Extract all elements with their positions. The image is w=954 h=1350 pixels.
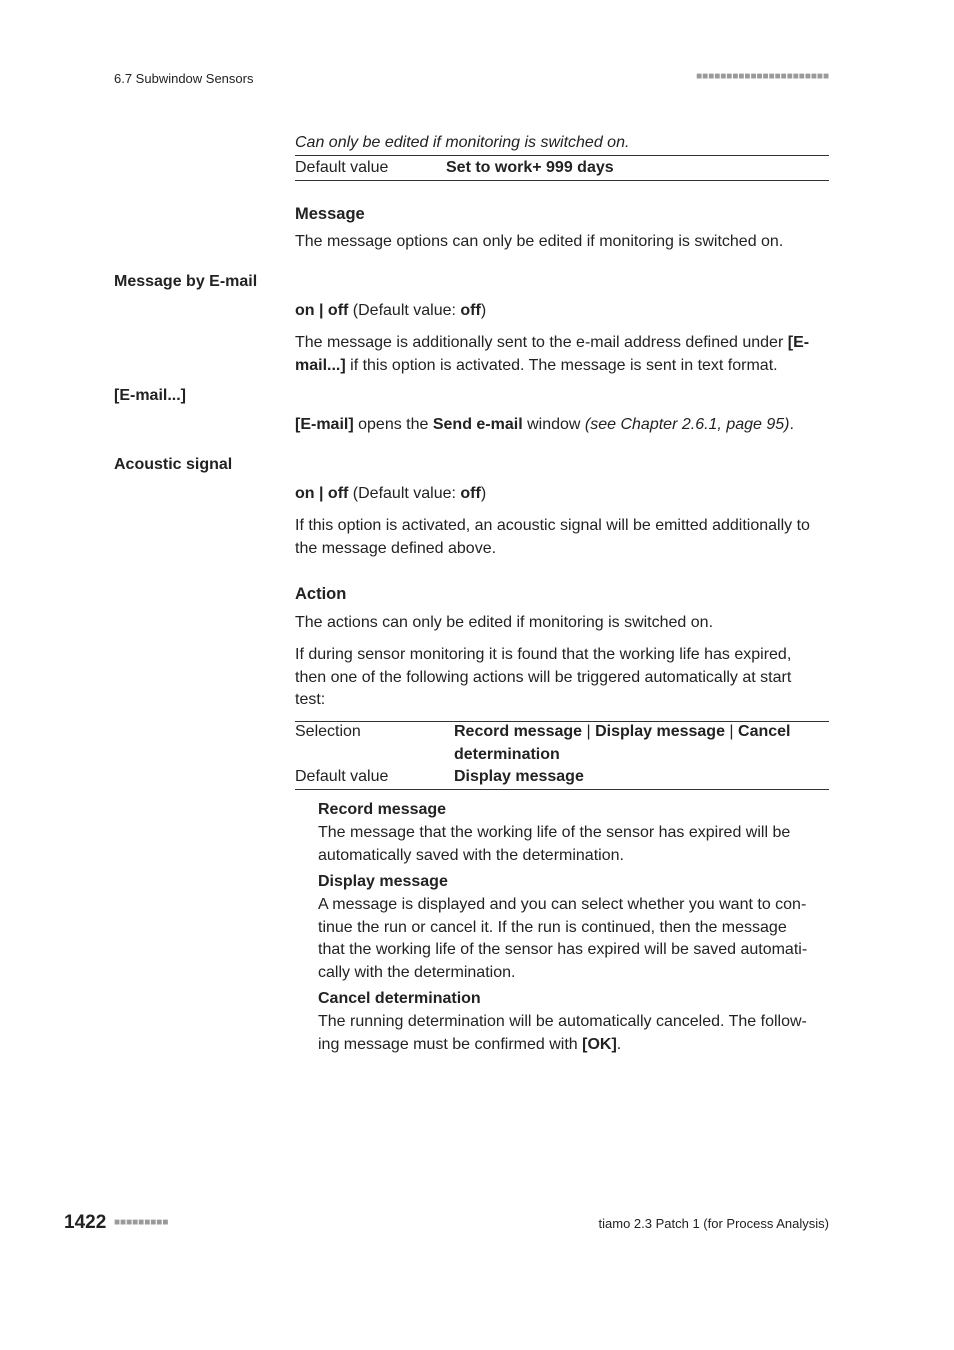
email-button-description (295, 414, 829, 437)
ok-button-ref: [OK] (582, 1035, 617, 1053)
action-description-1: The actions can only be edited if monitoring is switched on. (295, 614, 714, 631)
footer-marker: ■■■■■■■■■ (114, 1217, 169, 1228)
action-table-rule-bottom (295, 789, 829, 790)
expiry-note: Can only be edited if monitoring is switched on. (295, 134, 630, 151)
selection-option-display: Display message (595, 723, 725, 740)
email-desc-bold-a: [E- (787, 334, 810, 351)
email-option-default-value: off (460, 302, 481, 319)
email-desc-text-2: if this option is activated. The message is sent in text format. (345, 356, 778, 374)
acoustic-default-value: off (460, 485, 481, 502)
acoustic-signal-description (295, 515, 829, 560)
message-heading: Message (295, 205, 365, 223)
acoustic-default-prefix: (Default value: (352, 485, 461, 502)
acoustic-desc-line-2: the message defined above. (295, 539, 497, 557)
page-number: 1422 (64, 1212, 107, 1233)
record-line-1: The message that the working life of the sensor has expired will be (318, 824, 791, 841)
action-selection-values (454, 721, 829, 766)
running-header-section: 6.7 Subwindow Sensors (114, 71, 254, 86)
acoustic-choices: on | off (295, 485, 349, 502)
expiry-default-label: Default value (295, 159, 389, 176)
record-line-2: automatically saved with the determination. (318, 846, 624, 864)
cancel-line-2-end: . (616, 1035, 622, 1053)
email-option-choices: on | off (295, 302, 349, 319)
expiry-default-value: Set to work+ 999 days (446, 159, 614, 176)
email-button-text-2: window (522, 416, 585, 433)
chapter-cross-reference[interactable]: (see Chapter 2.6.1, page 95) (584, 416, 790, 433)
selection-option-cancel-a: Cancel (738, 723, 791, 740)
message-description: The message options can only be edited if monitoring is switched on. (295, 233, 784, 250)
cancel-line-2-text: ing message must be confirmed with (318, 1035, 583, 1053)
cancel-determination-title: Cancel determination (318, 990, 481, 1007)
email-desc-text-1: The message is additionally sent to the e-mail address defined under (295, 334, 788, 351)
display-line-2: tinue the run or cancel it. If the run is continued, then the message (318, 918, 787, 936)
acoustic-desc-line-1: If this option is activated, an acoustic signal will be emitted additionally to (295, 517, 810, 534)
email-option-default-suffix: ) (480, 302, 487, 319)
email-button-text-1: opens the (353, 416, 433, 433)
display-line-4: cally with the determination. (318, 963, 516, 981)
selection-option-cancel-b: determination (454, 745, 560, 763)
selection-separator-1: | (582, 723, 596, 740)
action-default-value: Display message (454, 768, 584, 785)
email-option-description (295, 332, 829, 377)
email-option-label: Message by E-mail (114, 273, 258, 290)
table-rule-top (295, 155, 829, 156)
cancel-line-1: The running determination will be automatically canceled. The follow- (318, 1013, 807, 1030)
email-option-values (295, 300, 829, 323)
record-message-description (318, 822, 829, 867)
action-desc-line-3: test: (295, 691, 326, 708)
table-rule-bottom (295, 180, 829, 181)
selection-separator-2: | (724, 723, 739, 740)
acoustic-signal-label: Acoustic signal (114, 456, 233, 473)
action-desc-line-2: then one of the following actions will be triggered automatically at start (295, 668, 792, 686)
cancel-determination-description (318, 1011, 829, 1056)
display-line-3: that the working life of the sensor has expired will be saved automati- (318, 941, 808, 958)
running-header-marker: ■■■■■■■■■■■■■■■■■■■■■■ (696, 71, 829, 82)
email-button-label: [E-mail...] (114, 387, 187, 404)
action-description-2 (295, 644, 829, 712)
record-message-title: Record message (318, 801, 447, 818)
display-message-description (318, 894, 829, 984)
email-button-ref: [E-mail] (295, 416, 354, 433)
selection-option-record: Record message (454, 723, 583, 740)
email-desc-bold-b: mail...] (295, 356, 346, 374)
footer-product: tiamo 2.3 Patch 1 (for Process Analysis) (598, 1216, 829, 1231)
action-desc-line-1: If during sensor monitoring it is found that the working life has expired, (295, 646, 792, 663)
display-line-1: A message is displayed and you can select whether you want to con- (318, 896, 807, 913)
action-selection-label: Selection (295, 723, 361, 740)
action-default-label: Default value (295, 768, 389, 785)
acoustic-signal-values (295, 483, 829, 506)
email-button-end: . (789, 416, 794, 433)
email-option-default-prefix: (Default value: (352, 302, 461, 319)
send-email-window-ref: Send e-mail (432, 416, 523, 433)
acoustic-default-suffix: ) (480, 485, 487, 502)
action-heading: Action (295, 585, 347, 603)
display-message-title: Display message (318, 873, 448, 890)
